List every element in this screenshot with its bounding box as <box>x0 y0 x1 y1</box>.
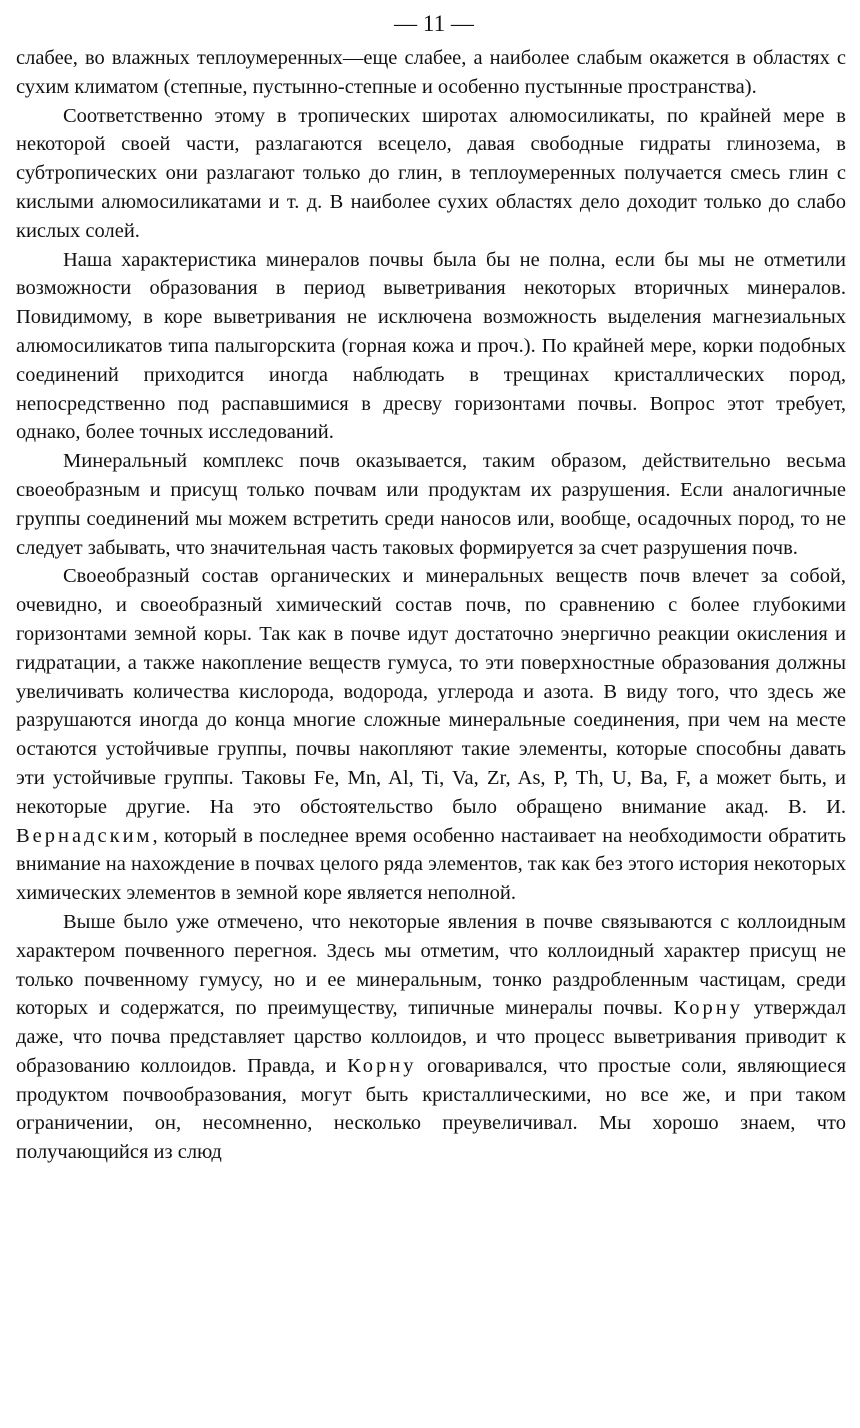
paragraph-6 <box>16 908 846 1167</box>
paragraph-6-text-after: оговаривался, что простые соли, являющиеся продуктом почвообразования, могут быть кристаллическими, но все же, и при таком ограничении, он, несомненно, несколько преувеличивал. Мы хорошо знаем, что получающийся из слюд <box>16 1054 846 1164</box>
paragraph-3: Наша характеристика минералов почвы была бы не полна, если бы мы не отметили возможности образования в период выветривания некоторых вторичных минералов. Повидимому, в коре выветривания не исключена возможность выделения магнезиальных алюмосиликатов типа палыгорскита (горная кожа и проч.). По крайней мере, корки подобных соединений приходится иногда наблюдать в трещинах кристаллических пород, непосредственно под распавшимися в дресву горизонтами почвы. Вопрос этот требует, однако, более точных исследований. <box>16 248 846 444</box>
author-name-kornu-second: Корну <box>347 1054 417 1077</box>
paragraph-6-text-middle: утверждал даже, что почва представляет царство коллоидов, и что процесс выветривания приводит к образованию коллоидов. Правда, и <box>16 997 846 1077</box>
paragraph-1: слабее, во влажных теплоумеренных—еще слабее, а наиболее слабым окажется в областях с сухим климатом (степные, пустынно-степные и особенно пустынные пространства). <box>16 47 846 98</box>
paragraph-5 <box>16 562 846 908</box>
paragraph-5-text-before: Своеобразный состав органических и минеральных веществ почв влечет за собой, очевидно, и своеобразный химический состав почв, по сравнению с более глубокими горизонтами земной коры. Так как в почве идут достаточно энергично реакции окисления и гидратации, а также накопление веществ гумуса, то эти поверхностные образования должны увеличивать количества кислорода, водорода, углерода и азота. В виду того, что здесь же разрушаются иногда до конца многие сложные минеральные соединения, при чем на месте остаются устойчивые группы, почвы накопляют такие элементы, которые способны давать эти устойчивые группы. Таковы Fe, Mn, Al, Ti, Va, Zr, As, P, Th, U, Ba, F, а может быть, и некоторые другие. На это обстоятельство было обращено внимание акад. В. И. <box>16 565 846 818</box>
page-number: — 11 — <box>394 11 474 36</box>
author-name-kornu: Корну <box>673 997 744 1020</box>
author-name-vernadsky: Вернадским <box>16 824 153 847</box>
paragraph-6-text-before: Выше было уже отмечено, что некоторые явления в почве связываются с коллоидным характером почвенного перегноя. Здесь мы отметим, что коллоидный характер присущ не только почвенному гумусу, но и ее минеральным, тонко раздробленным частицам, среди которых и содержатся, по преимуществу, типичные минералы почвы. <box>16 910 846 1020</box>
paragraph-2: Соответственно этому в тропических широтах алюмосиликаты, по крайней мере в некоторой своей части, разлагаются всецело, давая свободные гидраты глинозема, в субтропических они разлагают только до глин, в теплоумеренных получается смесь глин с кислыми алюмосиликатами и т. д. В наиболее сухих областях дело доходит только до слабо кислых солей. <box>16 104 846 242</box>
paragraph-5-text-after: , который в последнее время особенно настаивает на необходимости обратить внимание на нахождение в почвах целого ряда элементов, так как без этого история некоторых химических элементов в земной коре является неполной. <box>16 824 846 905</box>
paragraph-4: Минеральный комплекс почв оказывается, таким образом, действительно весьма своеобразным и присущ только почвам или продуктам их разрушения. Если аналогичные группы соединений мы можем встретить среди наносов или, вообще, осадочных пород, то не следует забывать, что значительная часть таковых формируется за счет разрушения почв. <box>16 450 846 559</box>
